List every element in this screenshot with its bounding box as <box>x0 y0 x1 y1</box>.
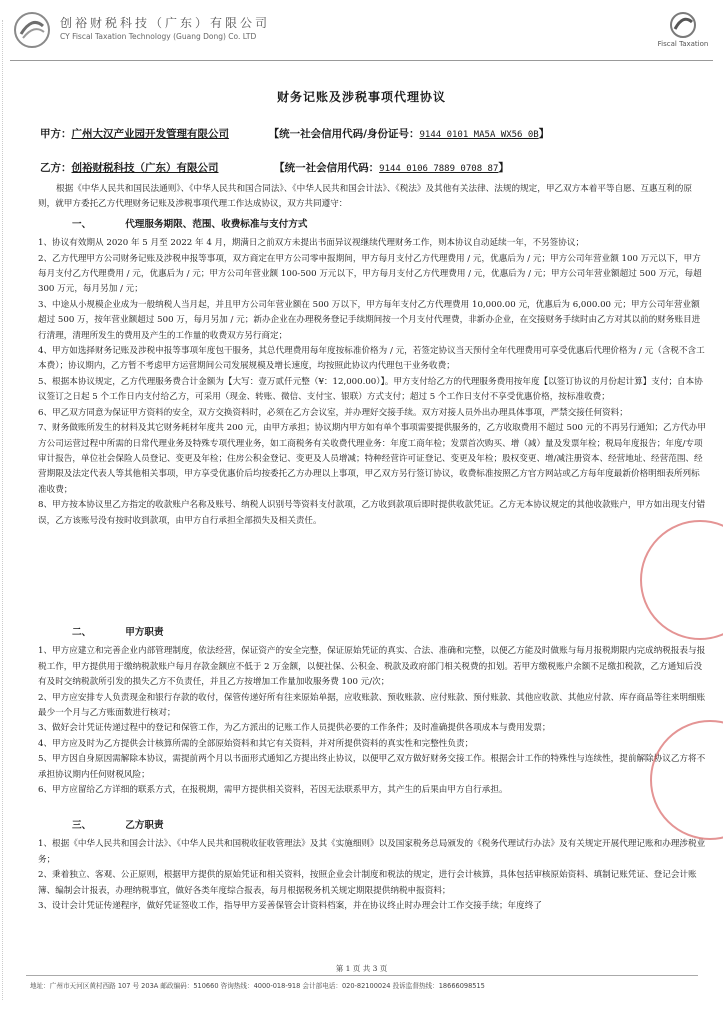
section-2-item: 5、甲方因自身原因需解除本协议，需提前两个月以书面形式通知乙方提出终止协议，以便甲乙双方做好财务交接工作。根据会计工作的特殊性与连续性，提前解除协议乙方将不承担协议期内任何财税风险； <box>38 754 706 780</box>
section-1-item: 6、甲乙双方同意为保证甲方资料的安全，双方交换资料时，必须在乙方会议室，并办理好交接手续。双方对接人员外出办理具体事项，严禁交接任何资料； <box>38 407 628 418</box>
section-3-item: 1、根据《中华人民共和国会计法》、《中华人民共和国税收征收管理法》及其《实施细则》以及国家税务总局颁发的《税务代理试行办法》及有关规定开展代理记账和办理涉税业务； <box>38 839 706 865</box>
party-b-code-value: 9144 0106 7889 0708 87 <box>379 164 499 174</box>
agreement-body-part3 <box>38 814 706 914</box>
section-1-item: 7、财务做账所发生的材料及其它财务耗材年度共 200 元，由甲方承担；协议期内甲方如有单个事项需要提供服务的，乙方收取费用不超过 500 元的不再另行通知；乙方代办甲方公司运营过程中所需的日常代理业务及特殊专项代理业务，如工商税务有关收费代理业务：年度工商年检；发票首次购买、增（减）量及发票年检；税局年度报告；年度/专项审计报告，单位社会保险人员登记、变更及年检；住房公积金登记、变更及人员增减；特种经营许可证登记、变更及年检；股权变更、增/减注册资本、经营地址、经营范围、经营期限及法定代表人等其他相关事项，甲方享受优惠价后均按委托乙方办理以上事项，甲乙双方另行签订协议，收费标准按照乙方官方网站或乙方每年度最新价格明细表所列标准收费； <box>38 423 706 495</box>
party-a-name: 广州大汉产业园开发管理有限公司 <box>71 128 229 140</box>
fiscal-taxation-logo <box>653 10 713 52</box>
section-1-title: 代理服务期限、范围、收费标准与支付方式 <box>125 218 308 230</box>
party-a-code-end: 】 <box>538 128 550 140</box>
section-1-item: 8、甲方按本协议里乙方指定的收款账户名称及账号、纳税人识别号等资料支付款项，乙方收到款项后即时提供收款凭证。乙方无本协议规定的其他收款账户，甲方如出现支付错误，乙方该账号没有按时收到款项，由甲方自行承担全部损失及相关责任。 <box>38 500 706 526</box>
party-a-code-label: 【统一社会信用代码/身份证号： <box>268 128 420 140</box>
agreement-body-part2 <box>38 621 706 798</box>
party-b-code-label: 【统一社会信用代码： <box>274 162 380 174</box>
section-1-item: 4、甲方如选择财务记账及涉税申报等事项年度包干服务，其总代理费用每年度按标准价格为 / 元，若签定协议当天预付全年代理费用可享受优惠后代理价格为 / 元（含税不含工本费）；协议期内，乙方暂不考虑甲方运营期间公司发展规模及增长速度，均按照此协议内代理包干业务收费； <box>38 346 705 372</box>
party-a-label: 甲方： <box>40 128 72 140</box>
section-2-item: 2、甲方应安排专人负责现金和银行存款的收付，保管传递好所有往来原始单据，应收账款、预收账款、应付账款、预付账款、其他应收款、其他应付款、库存商品等往来明细账最少一个月与乙方账面数进行核对； <box>38 692 706 719</box>
section-2-item: 3、做好会计凭证传递过程中的登记和保管工作，为乙方派出的记账工作人员提供必要的工作条件；及时准确提供各项成本与费用发票； <box>38 723 551 734</box>
party-b-code-end: 】 <box>498 162 509 174</box>
page-number: 第 1 页 共 3 页 <box>335 964 388 973</box>
section-1-item: 1、协议有效期从 2020 年 5 月至 2022 年 4 月，期满日之前双方未提出书面异议视继续代理财务工作，则本协议自动延续一年，不另签协议； <box>38 238 585 249</box>
fiscal-logo-icon <box>663 10 703 40</box>
company-name-en: CY Fiscal Taxation Technology (Guang Dong) Co. LTD <box>60 32 257 41</box>
header-divider <box>10 60 713 61</box>
party-b-line <box>40 160 509 175</box>
section-2-title: 甲方职责 <box>125 627 164 638</box>
company-name-cn: 创裕财税科技（广东）有限公司 <box>60 16 271 30</box>
footer-divider <box>26 975 698 976</box>
section-3-number: 三、 <box>72 820 92 831</box>
agreement-body-part1 <box>38 182 706 529</box>
letterhead <box>10 8 715 58</box>
intro-paragraph: 根据《中华人民共和国民法通则》、《中华人民共和国合同法》、《中华人民共和国会计法》、《税法》及其他有关法律、法规的规定，甲乙双方本着平等自愿、互惠互利的原则，就甲方委托乙方代理财务记账及涉税事项代理工作达成协议，双方共同遵守： <box>38 184 692 210</box>
party-a-line <box>40 126 549 141</box>
section-2-item: 6、甲方应留给乙方详细的联系方式，在报税期，需甲方提供相关资料，若因无法联系甲方，其产生的后果由甲方自行承担。 <box>38 785 508 796</box>
section-2-heading <box>38 625 706 640</box>
section-2-number: 二、 <box>72 627 92 638</box>
section-1-item: 3、中途从小规模企业成为一般纳税人当月起，并且甲方公司年营业额在 500 万以下，甲方每年支付乙方代理费用 10,000.00 元，优惠后为 6,000.00 元；甲方公司年营业额超过 500 万，按年营业额超过 500 万，每月另加 / 元；新办企业在办理税务登记手续期间按一个月支付代理费，非新办企业，在交接财务手续时由乙方对其以前的财务账目进行清理，清理所发生的费用及产生的工作量的收费双方另行商定； <box>38 299 701 341</box>
party-b-label: 乙方： <box>40 162 72 174</box>
fiscal-logo-label: Fiscal Taxation <box>657 40 709 48</box>
footer-address: 地址：广州市天河区黄村西路 107 号 203A 邮政编码：510660 咨询热线：4000-018-918 会计部电话：020-82100024 投诉监督热线：18666098515 <box>30 982 485 990</box>
section-2-item: 1、甲方应建立和完善企业内部管理制度，依法经营，保证资产的安全完整，保证原始凭证的真实、合法、准确和完整，以便乙方能及时做账与每月报税期限内完成纳税报表与报税工作，甲方提供用于缴纳税款账户每月存款金额应不低于 2 万金额，以便社保、公积金、税款及政府部门相关税费的扣划。若甲方缴税账户余额不足缴扣税款，乙方通知后没有及时交纳税款所引发的损失乙方不负责任，并且乙方按增加工作量加收服务费 100 元/次； <box>38 646 706 688</box>
document-title: 财务记账及涉税事项代理协议 <box>276 90 446 104</box>
section-3-item: 2、秉着独立、客观、公正原则，根据甲方提供的原始凭证和相关资料，按照企业会计制度和税法的规定，进行会计核算，具体包括审核原始资料、填制记账凭证、登记会计账簿、编制会计报表，办理纳税事宜，做好各类年度综合报表，每月根据税务机关规定期限提供纳税申报资料； <box>38 870 697 896</box>
section-3-item: 3、设计会计凭证传递程序，做好凭证签收工作，指导甲方妥善保管会计资料档案，并在协议终止时办理会计工作交接手续；年度终了 <box>38 901 542 912</box>
section-2-item: 4、甲方应及时为乙方提供会计核算所需的全部原始资料和其它有关资料，并对所提供资料的真实性和完整性负责； <box>38 738 474 749</box>
section-1-heading <box>38 217 706 232</box>
section-1-number: 一、 <box>72 218 92 230</box>
section-1-item: 5、根据本协议规定，乙方代理服务费合计金额为【大写：壹万贰仟元整（¥：12,000.00）】。甲方支付给乙方的代理服务费用按年度【以签订协议的月份起计算】支付；自本协议签订之日起 5 个工作日内支付给乙方，可采用（现金、转账、微信、支付宝、银联）方式支付；超过 5 个工作日支付不享受优惠价格，按标准收费； <box>38 376 703 403</box>
party-a-code-value: 9144 0101 MA5A WX56 0B <box>419 130 539 140</box>
section-1-item: 2、乙方代理甲方公司财务记账及涉税申报等事项，双方商定在甲方公司零申报期间，甲方每月支付乙方代理费用 / 元，优惠后为 / 元；甲方公司年营业额 100 万元以下，甲方每月支付乙方代理费用 / 元，优惠后为 / 元；甲方公司年营业额 100-500 万元以下，甲方每月支付乙方代理费用 / 元，优惠后为 / 元；甲方公司年营业额超过 500 万元，每超 300 万元，每月另加 / 元； <box>38 253 702 295</box>
section-3-title: 乙方职责 <box>125 820 164 831</box>
company-logo-icon <box>12 10 52 50</box>
binding-margin <box>2 20 10 1000</box>
section-3-heading <box>38 818 706 833</box>
party-b-name: 创裕财税科技（广东）有限公司 <box>71 162 219 174</box>
